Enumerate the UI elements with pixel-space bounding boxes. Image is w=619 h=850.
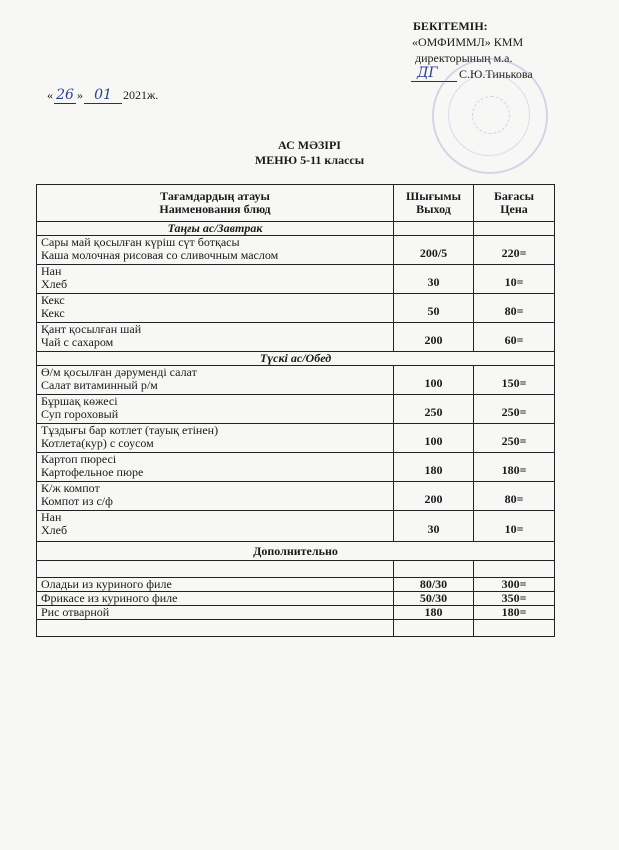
dish-price: 80= — [474, 294, 555, 323]
dish-price: 80= — [474, 482, 555, 511]
blurred-row — [37, 561, 555, 578]
stamp-emblem-icon — [472, 96, 510, 134]
table-row — [37, 511, 555, 542]
dish-yield: 180 — [394, 453, 474, 482]
date-year: 2021ж. — [123, 88, 159, 102]
dish-name: Бұршақ көжесі Суп гороховый — [37, 395, 394, 424]
dish-name: Қант қосылған шай Чай с сахаром — [37, 323, 394, 352]
header-price: Бағасы Цена — [474, 185, 555, 222]
dish-price: 180= — [474, 453, 555, 482]
blurred-cell — [37, 561, 394, 578]
table-row — [37, 578, 555, 592]
dish-name: Оладьи из куриного филе — [37, 578, 394, 592]
document-title — [0, 138, 619, 168]
dish-name: Сары май қосылған күріш сүт ботқасы Каша молочная рисовая со сливочным маслом — [37, 236, 394, 265]
handwritten-signature: ДГ — [417, 65, 438, 81]
dish-name: Нан Хлеб — [37, 511, 394, 542]
dish-yield: 100 — [394, 424, 474, 453]
dish-name: Картоп пюресі Картофельное пюре — [37, 453, 394, 482]
dish-yield: 180 — [394, 606, 474, 620]
table-row — [37, 294, 555, 323]
blurred-cell — [474, 620, 555, 637]
table-row — [37, 424, 555, 453]
blurred-row — [37, 620, 555, 637]
dish-yield: 30 — [394, 265, 474, 294]
dish-yield: 200 — [394, 323, 474, 352]
approval-org: «ОМФИММЛ» КММ — [412, 35, 524, 49]
date-day: 26 — [54, 87, 76, 104]
dish-name: Рис отварной — [37, 606, 394, 620]
table-row — [37, 592, 555, 606]
date-quote-close: » — [77, 88, 83, 102]
date-month: 01 — [84, 87, 122, 104]
menu-table — [36, 184, 555, 637]
table-row — [37, 395, 555, 424]
dish-price: 10= — [474, 511, 555, 542]
table-row — [37, 482, 555, 511]
header-name: Тағамдардың атауы Наименования блюд — [37, 185, 394, 222]
table-row — [37, 606, 555, 620]
section-lunch — [37, 352, 555, 366]
blurred-cell — [37, 620, 394, 637]
dish-name: К/ж компот Компот из с/ф — [37, 482, 394, 511]
dish-yield: 80/30 — [394, 578, 474, 592]
section-breakfast — [37, 222, 555, 236]
date-quote-open: « — [47, 88, 53, 102]
section-title: Түскі ас/Обед — [37, 352, 555, 366]
dish-name: Ө/м қосылған дәрумендi салат Салат витаминный р/м — [37, 366, 394, 395]
title-ru: МЕНЮ 5-11 классы — [254, 153, 365, 167]
dish-name: Тұздығы бар котлет (тауық етінен) Котлета(кур) с соусом — [37, 424, 394, 453]
blurred-cell — [394, 561, 474, 578]
table-row — [37, 366, 555, 395]
dish-yield: 200/5 — [394, 236, 474, 265]
table-header-row — [37, 185, 555, 222]
dish-yield: 200 — [394, 482, 474, 511]
section-extra — [37, 542, 555, 561]
table-row — [37, 265, 555, 294]
table-row — [37, 453, 555, 482]
approval-title: БЕКІТЕМІН: — [413, 19, 488, 33]
dish-price: 250= — [474, 395, 555, 424]
dish-yield: 30 — [394, 511, 474, 542]
header-yield: Шығымы Выход — [394, 185, 474, 222]
title-kz: АС МӘЗІРІ — [278, 138, 341, 152]
dish-yield: 50/30 — [394, 592, 474, 606]
section-title: Таңғы ас/Завтрак — [37, 222, 394, 236]
table-row — [37, 236, 555, 265]
dish-price: 60= — [474, 323, 555, 352]
document-date — [47, 87, 158, 104]
dish-yield: 50 — [394, 294, 474, 323]
dish-name: Кекс Кекс — [37, 294, 394, 323]
dish-yield: 250 — [394, 395, 474, 424]
blurred-cell — [394, 620, 474, 637]
dish-yield: 100 — [394, 366, 474, 395]
dish-price: 350= — [474, 592, 555, 606]
blurred-cell — [474, 561, 555, 578]
dish-price: 250= — [474, 424, 555, 453]
dish-price: 180= — [474, 606, 555, 620]
table-row — [37, 323, 555, 352]
dish-price: 10= — [474, 265, 555, 294]
section-title: Дополнительно — [37, 542, 555, 561]
dish-price: 220= — [474, 236, 555, 265]
approval-position: директорының м.а. — [415, 51, 513, 65]
dish-price: 300= — [474, 578, 555, 592]
approval-signer: С.Ю.Тинькова — [459, 67, 533, 81]
dish-name: Фрикасе из куриного филе — [37, 592, 394, 606]
dish-price: 150= — [474, 366, 555, 395]
dish-name: Нан Хлеб — [37, 265, 394, 294]
